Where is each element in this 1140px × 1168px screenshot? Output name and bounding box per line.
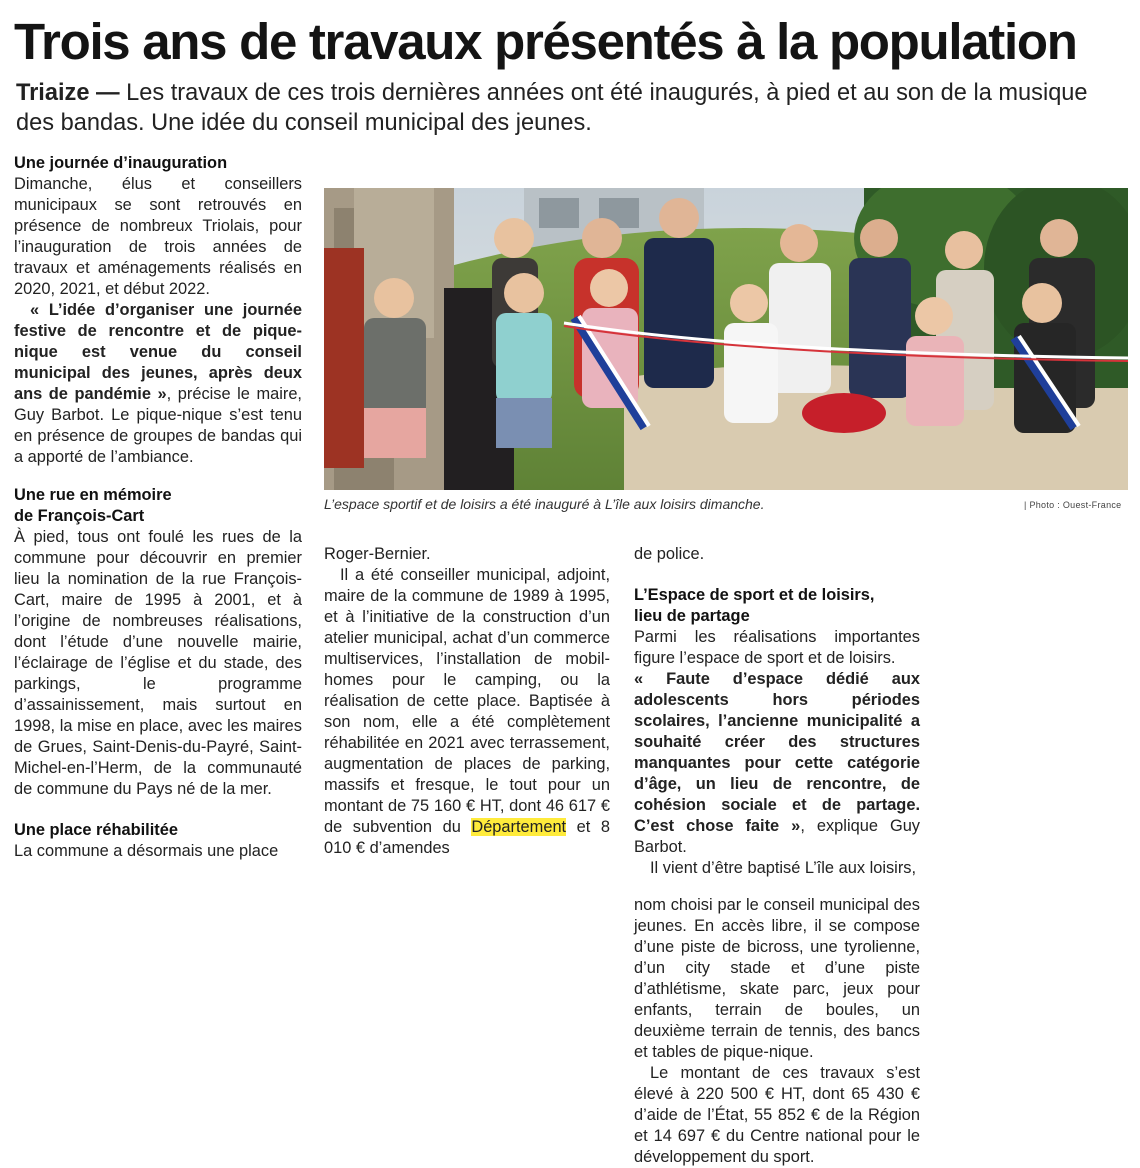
paragraph: À pied, tous ont foulé les rues de la commune pour découvrir en premier lieu la nomination de la rue François-Cart, maire de 1995 à 2001, et à l’origine de nombreuses réalisations, dont l’étude d’une nouvelle mairie, l’éclairage de l’église et du stade, des parkings, le programme d’assainissement, mais surtout en 1998, la mise en place, avec les maires de Grues, Saint-Denis-du-Payré, Saint-Michel-en-l’Herm, de la communauté de commune du Pays né de la mer.: [14, 528, 302, 798]
paragraph: Roger-Bernier.: [324, 545, 431, 563]
paragraph-quote: [14, 300, 302, 468]
paragraph: de police.: [634, 545, 705, 563]
paragraph: Il vient d’être baptisé L’île aux loisirs,: [650, 859, 917, 877]
paragraph-text: Il a été conseiller municipal, adjoint, maire de la commune de 1989 à 1995, et à l’initiative de la construction d’un atelier municipal, achat d’un commerce multiservices, l’installation de mobil-homes pour le camping, ou la réalisation de cette place. Baptisée à son nom, elle a été complètement réhabilitée en 2021 avec terrassement, augmentation de places de parking, massifs et fresque, le tout pour un montant de 75 160 € HT, dont 46 617 € de subvention du: [324, 566, 610, 836]
paragraph: nom choisi par le conseil municipal des jeunes. En accès libre, il se compose d’une piste de bicross, une tyrolienne, d’un city stade et d’une piste d’athlétisme, skate parc, jeux pour enfants, terrain de boules, un deuxième terrain de tennis, des bancs et tables de pique-nique.: [634, 896, 920, 1061]
spacer: [634, 879, 920, 895]
chapo-place: Triaize —: [16, 80, 127, 106]
paragraph: [324, 565, 610, 859]
column-3: [634, 544, 920, 1168]
paragraph: Parmi les réalisations importantes figure l’espace de sport et de loisirs.: [634, 628, 920, 667]
inauguration-photo: [324, 188, 1128, 490]
column-1-top: [14, 153, 302, 468]
quote: « Faute d’espace dédié aux adolescents hors périodes scolaires, l’ancienne municipalité a souhaité créer des structures manquantes pour cette catégorie d’âge, un lieu de rencontre, de cohésion sociale et de partage. C’est chose faite »: [634, 670, 920, 835]
quote: « L’idée d’organiser une journée festive de rencontre et de pique-nique est venue du conseil municipal des jeunes, après deux ans de pandémie »: [14, 301, 302, 403]
subheading-inauguration: Une journée d’inauguration: [14, 154, 228, 172]
subheading-espace-line1: L’Espace de sport et de loisirs,: [634, 586, 875, 604]
column-2: [324, 544, 610, 859]
subheading-place: Une place réhabilitée: [14, 821, 178, 839]
highlighted-word: Département: [471, 818, 567, 836]
quote-attribution: , précise le maire, Guy Barbot. Le pique-nique s’est tenu en présence de groupes de bandas qui a apporté de l’ambiance.: [14, 385, 302, 466]
spacer: [634, 565, 920, 585]
subheading-rue-line2: de François-Cart: [14, 507, 145, 525]
photo-caption: L’espace sportif et de loisirs a été inauguré à L’île aux loisirs dimanche.: [324, 496, 765, 512]
chapo: [16, 78, 1126, 138]
paragraph: Le montant de ces travaux s’est élevé à 220 500 € HT, dont 65 430 € d’aide de l’État, 55 852 € de la Région et 14 697 € du Centre national pour le développement du sport.: [634, 1064, 920, 1166]
spacer: [14, 800, 302, 820]
paragraph-quote: [634, 669, 920, 858]
subheading-espace-line2: lieu de partage: [634, 607, 750, 625]
paragraph: La commune a désormais une place: [14, 842, 279, 860]
paragraph: Dimanche, élus et conseillers municipaux se sont retrouvés en présence de nombreux Triolais, pour l’inauguration de trois années de travaux et aménagements réalisés en 2020, 2021, et début 2022.: [14, 175, 302, 298]
column-1-bottom: [14, 485, 302, 862]
photo: [324, 188, 1128, 490]
quote-attribution: , explique Guy Barbot.: [634, 817, 921, 856]
chapo-text: Les travaux de ces trois dernières années ont été inaugurés, à pied et au son de la musique des bandas. Une idée du conseil municipal des jeunes.: [16, 80, 1088, 136]
paragraph-text-end: et 8 010 € d’amendes: [324, 818, 610, 857]
headline: Trois ans de travaux présentés à la population: [14, 13, 1077, 70]
subheading-rue-line1: Une rue en mémoire: [14, 486, 172, 504]
photo-credit: | Photo : Ouest-France: [1024, 500, 1122, 510]
